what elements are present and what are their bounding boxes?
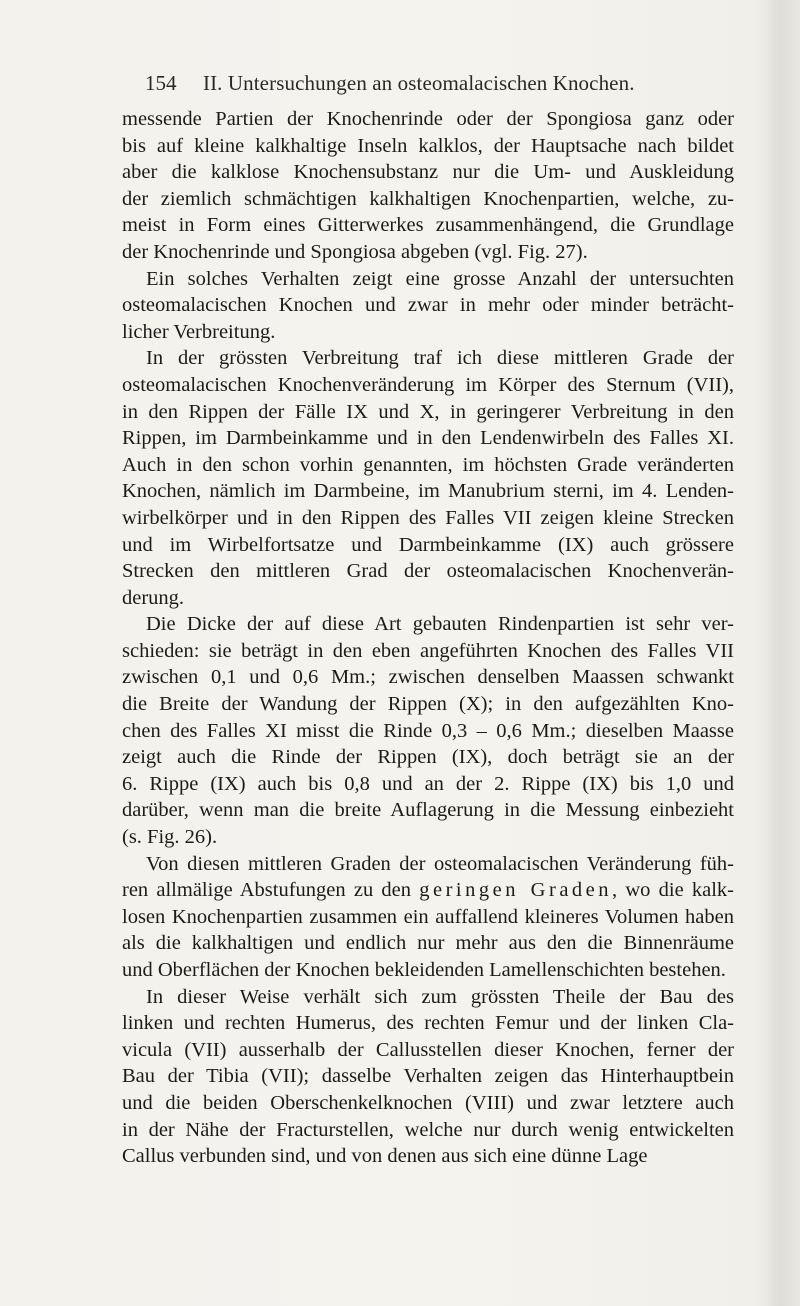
text-line: in der Nähe der Fracturstellen, welche nur durch wenig entwickelten [122, 1118, 734, 1141]
text-line: als die kalkhaltigen und endlich nur mehr aus den die Binnenräume [122, 932, 734, 955]
text-line: schieden: sie beträgt in den eben angeführten Knochen des Falles VII [122, 639, 734, 662]
text-line: der ziemlich schmächtigen kalkhaltigen Knochenpartien, welche, zu- [122, 187, 734, 210]
text-line: messende Partien der Knochenrinde oder der Spongiosa ganz oder [122, 108, 734, 130]
text-line: osteomalacischen Knochen und zwar in mehr oder minder beträcht- [122, 294, 734, 317]
text-line: In dieser Weise verhält sich zum grössten Theile der Bau des [146, 985, 734, 1008]
text-line: und im Wirbelfortsatze und Darmbeinkamme (IX) auch grössere [122, 533, 734, 556]
text-line: und Oberflächen der Knochen bekleidenden Lamellenschichten bestehen. [122, 959, 726, 981]
emphasized-term: geringen Graden [419, 879, 613, 902]
page-edge-shadow [768, 0, 800, 1306]
text-line: Strecken den mittleren Grad der osteomalacischen Knochenverän- [122, 560, 734, 583]
text-line [122, 877, 734, 904]
text-line: der Knochenrinde und Spongiosa abgeben (vgl. Fig. 27). [122, 240, 588, 263]
text-fragment: ren allmälige Abstufungen zu den [122, 879, 412, 902]
text-line: darüber, wenn man die breite Auflagerung in die Messung einbezieht [122, 799, 734, 822]
page-number: 154 [145, 71, 177, 95]
text-line: in den Rippen der Fälle IX und X, in geringerer Verbreitung in den [122, 400, 734, 423]
text-line: Die Dicke der auf diese Art gebauten Rindenpartien ist sehr ver- [146, 613, 734, 636]
text-line: 6. Rippe (IX) auch bis 0,8 und an der 2. Rippe (IX) bis 1,0 und [122, 772, 734, 795]
text-fragment: , wo die kalk- [612, 879, 734, 902]
text-line: (s. Fig. 26). [122, 826, 218, 849]
text-line: Callus verbunden sind, und von denen aus sich eine dünne Lage [122, 1145, 648, 1168]
text-line: osteomalacischen Knochenveränderung im Körper des Sternum (VII), [122, 373, 734, 396]
text-line: derung. [122, 586, 185, 609]
body-text [122, 106, 734, 1170]
text-line: Ein solches Verhalten zeigt eine grosse Anzahl der untersuchten [146, 267, 734, 290]
text-line: linken und rechten Humerus, des rechten Femur und der linken Cla- [122, 1012, 734, 1035]
text-line: wirbelkörper und in den Rippen des Falles VII zeigen kleine Strecken [122, 506, 734, 529]
text-line: die Breite der Wandung der Rippen (X); in den aufgezählten Kno- [122, 693, 734, 716]
text-line: zeigt auch die Rinde der Rippen (IX), doch beträgt sie an der [122, 746, 734, 769]
text-line: zwischen 0,1 und 0,6 Mm.; zwischen denselben Maassen schwankt [122, 666, 734, 689]
text-line: In der grössten Verbreitung traf ich diese mittleren Grade der [146, 347, 734, 370]
text-line: und die beiden Oberschenkelknochen (VIII) und zwar letztere auch [122, 1091, 734, 1114]
text-line: Knochen, nämlich im Darmbeine, im Manubrium sterni, im 4. Lenden- [122, 480, 734, 503]
text-line: licher Verbreitung. [122, 320, 276, 343]
text-line: bis auf kleine kalkhaltige Inseln kalklos, der Hauptsache nach bildet [122, 134, 734, 157]
text-line: meist in Form eines Gitterwerkes zusammenhängend, die Grundlage [122, 214, 734, 237]
running-head: II. Untersuchungen an osteomalacischen Knochen. [203, 71, 635, 95]
text-line: Von diesen mittleren Graden der osteomalacischen Veränderung füh- [146, 852, 734, 875]
text-line: Auch in den schon vorhin genannten, im höchsten Grade veränderten [122, 453, 734, 476]
text-line: Bau der Tibia (VII); dasselbe Verhalten zeigen das Hinterhauptbein [122, 1065, 734, 1088]
page-header [145, 70, 705, 96]
text-line: Rippen, im Darmbeinkamme und in den Lendenwirbeln des Falles XI. [122, 427, 734, 450]
text-line: chen des Falles XI misst die Rinde 0,3 – 0,6 Mm.; dieselben Maasse [122, 719, 734, 742]
text-line: aber die kalklose Knochensubstanz nur die Um- und Auskleidung [122, 161, 734, 184]
text-line: losen Knochenpartien zusammen ein auffallend kleineres Volumen haben [122, 905, 734, 928]
text-line: vicula (VII) ausserhalb der Callusstellen dieser Knochen, ferner der [122, 1038, 734, 1061]
